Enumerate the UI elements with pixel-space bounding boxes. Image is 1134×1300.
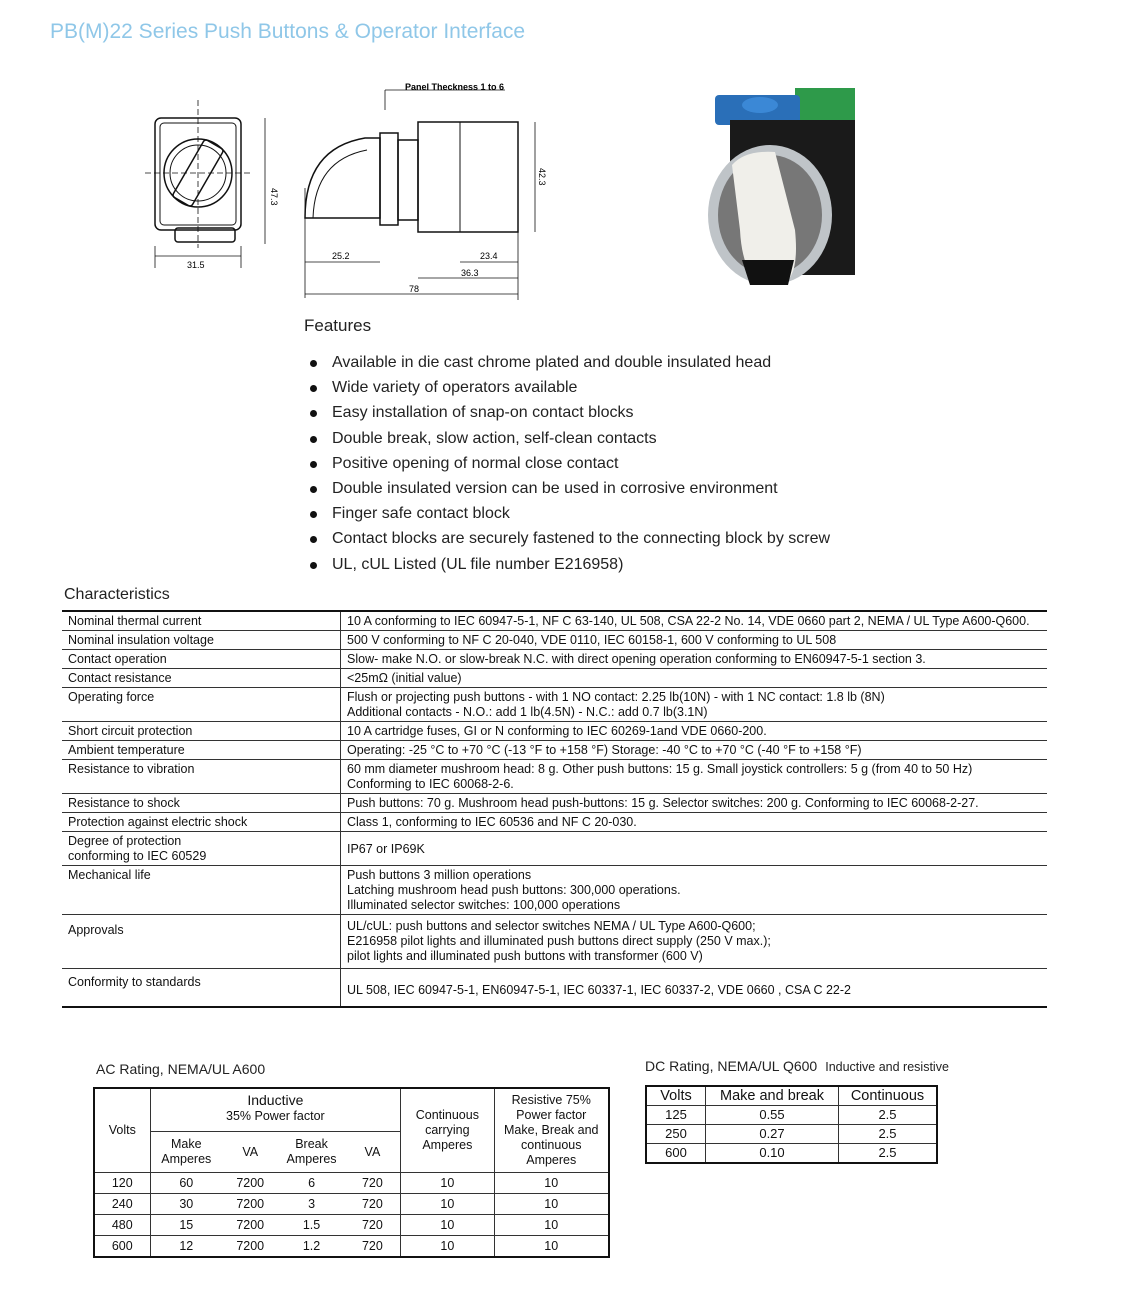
features-list xyxy=(310,350,830,577)
cell: 250 xyxy=(646,1125,706,1144)
char-key: Ambient temperature xyxy=(62,741,341,760)
feature-item: Positive opening of normal close contact xyxy=(310,451,830,476)
panel-thickness-note: Panel Theckness 1 to 6 xyxy=(405,82,505,92)
dim-body: 23.4 xyxy=(480,251,498,261)
cell: 1.2 xyxy=(278,1236,344,1258)
char-value: <25mΩ (initial value) xyxy=(341,669,1048,688)
char-key: Degree of protection conforming to IEC 60529 xyxy=(62,832,341,866)
char-key: Resistance to vibration xyxy=(62,760,341,794)
cell: 3 xyxy=(278,1194,344,1215)
cell: 2.5 xyxy=(839,1106,938,1125)
col-va: VA xyxy=(345,1132,401,1173)
cell: 120 xyxy=(94,1173,150,1194)
cell: 10 xyxy=(494,1173,609,1194)
char-key: Mechanical life xyxy=(62,866,341,915)
char-value: 500 V conforming to NF C 20-040, VDE 0110, IEC 60158-1, 600 V conforming to UL 508 xyxy=(341,631,1048,650)
cell: 7200 xyxy=(222,1215,278,1236)
table-row xyxy=(62,794,1047,813)
cell: 30 xyxy=(150,1194,222,1215)
char-value: Flush or projecting push buttons - with 1 NO contact: 2.25 lb(10N) - with 1 NC contact: 1.8 lb (8N) Additional contacts - N.O.: add 1 lb(4.5N) - N.C.: add 0.7 lb(3.1N) xyxy=(341,688,1048,722)
char-key: Contact resistance xyxy=(62,669,341,688)
feature-item: Double insulated version can be used in corrosive environment xyxy=(310,476,830,501)
cell: 480 xyxy=(94,1215,150,1236)
char-value: 60 mm diameter mushroom head: 8 g. Other push buttons: 15 g. Small joystick controllers: 5 g (from 40 to 50 Hz) Conforming to IEC 60068-2-6. xyxy=(341,760,1048,794)
ac-rating-heading: AC Rating, NEMA/UL A600 xyxy=(96,1061,266,1077)
cell: 6 xyxy=(278,1173,344,1194)
char-value: Slow- make N.O. or slow-break N.C. with direct opening operation conforming to EN60947-5-1 section 3. xyxy=(341,650,1048,669)
col-power-factor: 35% Power factor xyxy=(226,1109,325,1124)
dim-height-left: 47.3 xyxy=(269,188,279,206)
cell: 7200 xyxy=(222,1236,278,1258)
cell: 0.10 xyxy=(706,1144,839,1164)
table-row xyxy=(62,741,1047,760)
dc-rating-subtitle: Inductive and resistive xyxy=(825,1060,949,1074)
cell: 10 xyxy=(401,1236,494,1258)
table-row xyxy=(94,1194,609,1215)
cell: 10 xyxy=(401,1215,494,1236)
cell: 2.5 xyxy=(839,1125,938,1144)
col-make-break: Make and break xyxy=(706,1086,839,1106)
dc-rating-table xyxy=(645,1085,938,1164)
table-row xyxy=(62,969,1047,1008)
char-key: Operating force xyxy=(62,688,341,722)
col-resistive: Resistive 75% Power factor Make, Break and continuous Amperes xyxy=(494,1088,609,1173)
char-value: 10 A cartridge fuses, GI or N conforming to IEC 60269-1and VDE 0660-200. xyxy=(341,722,1048,741)
table-row xyxy=(62,722,1047,741)
cell: 60 xyxy=(150,1173,222,1194)
char-key: Approvals xyxy=(62,915,341,969)
dc-rating-title: DC Rating, NEMA/UL Q600 xyxy=(645,1058,818,1074)
cell: 1.5 xyxy=(278,1215,344,1236)
feature-item: Finger safe contact block xyxy=(310,501,830,526)
char-value: Operating: -25 °C to +70 °C (-13 °F to +158 °F) Storage: -40 °C to +70 °C (-40 °F to +158 °F) xyxy=(341,741,1048,760)
table-row xyxy=(62,760,1047,794)
table-row xyxy=(62,813,1047,832)
table-row xyxy=(62,650,1047,669)
char-value: Push buttons: 70 g. Mushroom head push-buttons: 15 g. Selector switches: 200 g. Conforming to IEC 60068-2-27. xyxy=(341,794,1048,813)
col-break-amperes: Break Amperes xyxy=(278,1132,344,1173)
table-row xyxy=(62,669,1047,688)
cell: 7200 xyxy=(222,1194,278,1215)
feature-item: Double break, slow action, self-clean contacts xyxy=(310,426,830,451)
col-continuous: Continuous xyxy=(839,1086,938,1106)
cell: 0.55 xyxy=(706,1106,839,1125)
dim-width-front: 31.5 xyxy=(187,260,205,270)
features-heading: Features xyxy=(304,316,372,335)
table-row xyxy=(62,832,1047,866)
cell: 0.27 xyxy=(706,1125,839,1144)
col-inductive: Inductive xyxy=(150,1088,401,1109)
cell: 12 xyxy=(150,1236,222,1258)
table-row xyxy=(62,688,1047,722)
cell: 7200 xyxy=(222,1173,278,1194)
table-row xyxy=(94,1173,609,1194)
char-key: Conformity to standards xyxy=(62,969,341,1008)
table-row xyxy=(94,1236,609,1258)
char-value: 10 A conforming to IEC 60947-5-1, NF C 63-140, UL 508, CSA 22-2 No. 14, VDE 0660 part 2, NEMA / UL Type A600-Q600. xyxy=(341,611,1048,631)
col-va: VA xyxy=(222,1132,278,1173)
product-photo xyxy=(670,80,880,290)
cell: 10 xyxy=(401,1173,494,1194)
char-value: UL 508, IEC 60947-5-1, EN60947-5-1, IEC 60337-1, IEC 60337-2, VDE 0660 , CSA C 22-2 xyxy=(341,969,1048,1008)
feature-item: Contact blocks are securely fastened to the connecting block by screw xyxy=(310,526,830,551)
col-volts: Volts xyxy=(94,1088,150,1173)
dimension-drawing xyxy=(115,78,565,310)
cell: 10 xyxy=(494,1215,609,1236)
ac-rating-table xyxy=(93,1087,610,1258)
cell: 10 xyxy=(494,1194,609,1215)
char-key: Short circuit protection xyxy=(62,722,341,741)
feature-item: Wide variety of operators available xyxy=(310,375,830,400)
col-volts: Volts xyxy=(646,1086,706,1106)
dim-total: 78 xyxy=(409,284,420,294)
cell: 720 xyxy=(345,1194,401,1215)
char-key: Nominal thermal current xyxy=(62,611,341,631)
table-row xyxy=(646,1144,937,1164)
col-continuous: Continuous carrying Amperes xyxy=(401,1088,494,1173)
cell: 600 xyxy=(646,1144,706,1164)
char-key: Resistance to shock xyxy=(62,794,341,813)
cell: 10 xyxy=(494,1236,609,1258)
table-row xyxy=(94,1215,609,1236)
table-row xyxy=(62,631,1047,650)
col-make-amperes: Make Amperes xyxy=(150,1132,222,1173)
feature-item: UL, cUL Listed (UL file number E216958) xyxy=(310,552,830,577)
cell: 2.5 xyxy=(839,1144,938,1164)
dim-height-right: 42.3 xyxy=(537,168,547,186)
table-row xyxy=(646,1125,937,1144)
char-key: Protection against electric shock xyxy=(62,813,341,832)
cell: 125 xyxy=(646,1106,706,1125)
characteristics-table xyxy=(62,610,1047,1008)
char-key: Nominal insulation voltage xyxy=(62,631,341,650)
cell: 720 xyxy=(345,1173,401,1194)
table-row xyxy=(646,1106,937,1125)
cell: 15 xyxy=(150,1215,222,1236)
cell: 600 xyxy=(94,1236,150,1258)
feature-item: Available in die cast chrome plated and double insulated head xyxy=(310,350,830,375)
table-row xyxy=(62,915,1047,969)
char-value: Class 1, conforming to IEC 60536 and NF C 20-030. xyxy=(341,813,1048,832)
feature-item: Easy installation of snap-on contact blocks xyxy=(310,400,830,425)
cell: 720 xyxy=(345,1236,401,1258)
char-value: UL/cUL: push buttons and selector switches NEMA / UL Type A600-Q600; E216958 pilot lights and illuminated push buttons direct supply (250 V max.); pilot lights and illuminated push buttons with transformer (600 V) xyxy=(341,915,1048,969)
dim-rear: 36.3 xyxy=(461,268,479,278)
page-title: PB(M)22 Series Push Buttons & Operator Interface xyxy=(50,20,526,43)
dc-rating-heading xyxy=(645,1058,949,1074)
table-row xyxy=(62,866,1047,915)
char-key: Contact operation xyxy=(62,650,341,669)
char-value: Push buttons 3 million operations Latching mushroom head push buttons: 300,000 operations. Illuminated selector switches: 100,000 operations xyxy=(341,866,1048,915)
char-value: IP67 or IP69K xyxy=(341,832,1048,866)
dim-head: 25.2 xyxy=(332,251,350,261)
table-row xyxy=(62,611,1047,631)
cell: 10 xyxy=(401,1194,494,1215)
cell: 240 xyxy=(94,1194,150,1215)
characteristics-heading: Characteristics xyxy=(64,586,170,603)
cell: 720 xyxy=(345,1215,401,1236)
